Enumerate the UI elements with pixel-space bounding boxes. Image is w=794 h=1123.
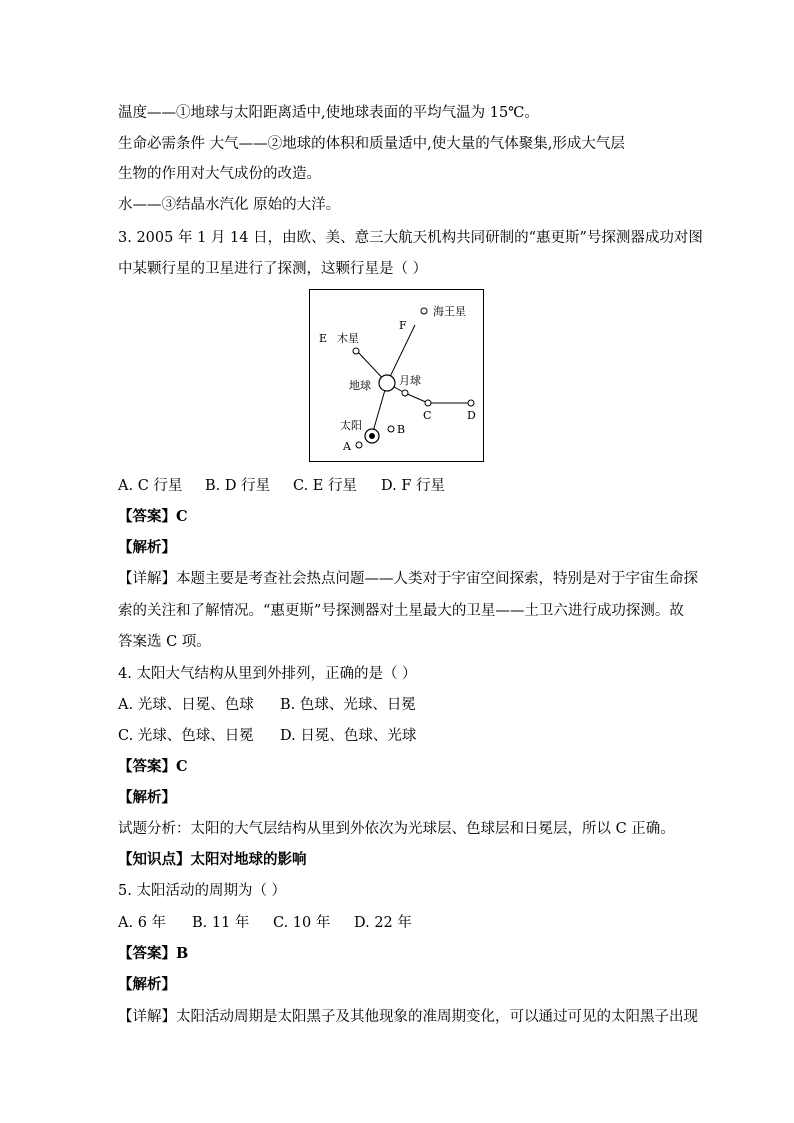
a-node xyxy=(356,442,362,448)
q4-stem: 4. 太阳大气结构从里到外排列，正确的是（ ） xyxy=(118,666,417,682)
q3-stem-line-1: 3. 2005 年 1 月 14 日，由欧、美、意三大航天机构共同研制的“惠更斯”号探测器成功对图 xyxy=(118,230,703,246)
intro-line-1: 温度——①地球与太阳距离适中,使地球表面的平均气温为 15℃。 xyxy=(118,105,539,121)
label-jupiter: 木星 xyxy=(337,332,359,345)
label-neptune: 海王星 xyxy=(433,305,466,318)
label-sun: 太阳 xyxy=(340,419,362,432)
q3-detail-line-1: 【详解】本题主要是考查社会热点问题——人类对于宇宙空间探索，特别是对于宇宙生命探 xyxy=(118,571,698,587)
q4-answer: 【答案】C xyxy=(118,758,188,775)
q5-option-a: A. 6 年 xyxy=(118,915,167,931)
label-earth: 地球 xyxy=(349,379,371,392)
d-node xyxy=(468,400,474,406)
q5-options xyxy=(118,913,412,933)
q5-option-d: D. 22 年 xyxy=(354,915,412,931)
q4-option-c: C. 光球、色球、日冕 xyxy=(118,728,254,744)
label-d: D xyxy=(467,409,476,422)
q5-analysis-title: 【解析】 xyxy=(118,976,176,993)
q5-option-b: B. 11 年 xyxy=(192,915,250,931)
q5-option-c: C. 10 年 xyxy=(273,915,331,931)
q5-detail-line-1: 【详解】太阳活动周期是太阳黑子及其他现象的准周期变化，可以通过可见的太阳黑子出现 xyxy=(118,1009,698,1025)
label-f: F xyxy=(399,319,407,332)
q3-detail-line-3: 答案选 C 项。 xyxy=(118,634,211,650)
q3-option-c: C. E 行星 xyxy=(293,478,357,494)
q4-knowledge-point: 【知识点】太阳对地球的影响 xyxy=(118,851,307,868)
q3-answer: 【答案】C xyxy=(118,508,188,525)
q4-options-row-2 xyxy=(118,726,416,746)
intro-line-3: 生物的作用对大气成份的改造。 xyxy=(118,166,321,182)
q3-stem-line-2: 中某颗行星的卫星进行了探测，这颗行星是（ ） xyxy=(118,261,428,277)
q5-stem: 5. 太阳活动的周期为（ ） xyxy=(118,883,287,899)
label-a: A xyxy=(343,440,351,453)
q5-answer: 【答案】B xyxy=(118,945,189,962)
q3-analysis-title: 【解析】 xyxy=(118,539,176,556)
b-node xyxy=(388,426,394,432)
q3-option-d: D. F 行星 xyxy=(381,478,445,494)
q4-options-row-1 xyxy=(118,695,416,715)
q3-options xyxy=(118,476,445,496)
intro-line-2: 生命必需条件 大气——②地球的体积和质量适中,使大量的气体聚集,形成大气层 xyxy=(118,136,625,152)
q4-option-b: B. 色球、光球、日冕 xyxy=(280,697,416,713)
solar-system-diagram xyxy=(309,289,484,462)
q3-option-a: A. C 行星 xyxy=(118,478,183,494)
jupiter-node xyxy=(353,348,359,354)
intro-line-4: 水——③结晶水汽化 原始的大洋。 xyxy=(118,197,341,213)
moon-node xyxy=(402,390,408,396)
label-e: E xyxy=(319,332,328,345)
earth-node xyxy=(379,375,395,391)
label-moon: 月球 xyxy=(399,374,421,387)
label-c: C xyxy=(423,409,432,422)
q4-analysis: 试题分析：太阳的大气层结构从里到外依次为光球层、色球层和日冕层，所以 C 正确。 xyxy=(118,821,675,837)
q4-option-a: A. 光球、日冕、色球 xyxy=(118,697,254,713)
sun-core xyxy=(369,433,375,439)
q4-option-d: D. 日冕、色球、光球 xyxy=(280,728,417,744)
label-b: B xyxy=(397,423,406,436)
q3-detail-line-2: 索的关注和了解情况。“惠更斯”号探测器对土星最大的卫星——土卫六进行成功探测。故 xyxy=(118,603,684,619)
c-node xyxy=(425,400,431,406)
q4-analysis-title: 【解析】 xyxy=(118,789,176,806)
neptune-node xyxy=(421,308,427,314)
q3-option-b: B. D 行星 xyxy=(205,478,271,494)
